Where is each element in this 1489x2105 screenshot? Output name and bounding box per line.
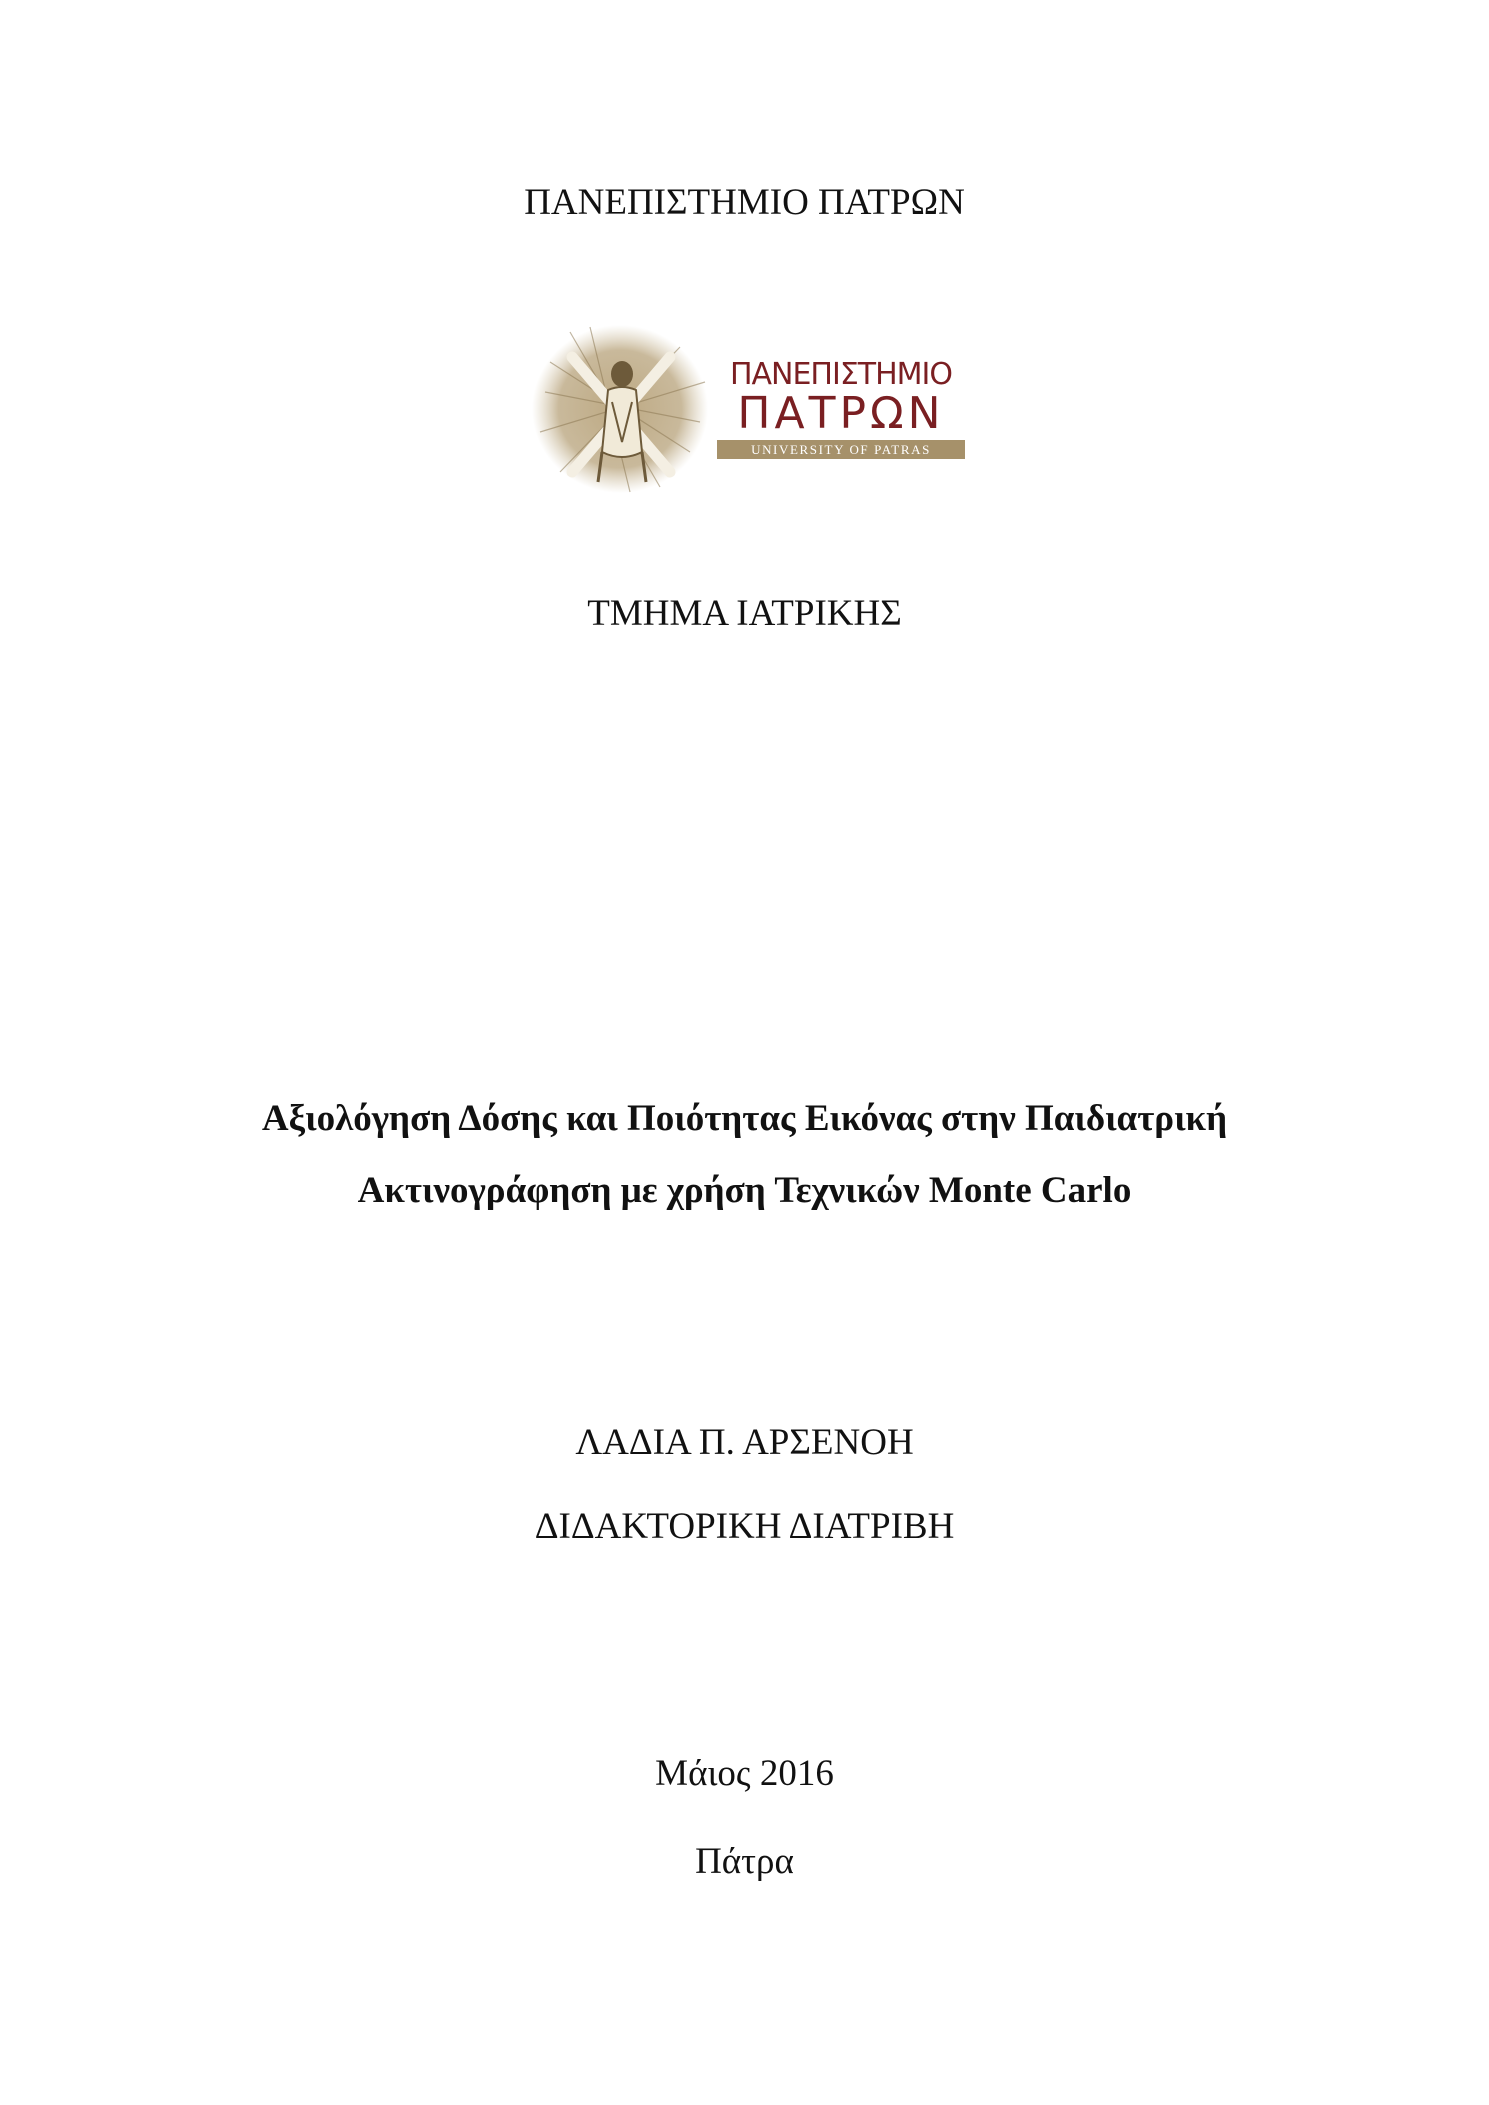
university-heading: ΠΑΝΕΠΙΣΤΗΜΙΟ ΠΑΤΡΩΝ — [524, 182, 965, 223]
department-heading: ΤΜΗΜΑ ΙΑΤΡΙΚΗΣ — [587, 593, 902, 634]
author-name: ΛΑΔΙΑ Π. ΑΡΣΕΝΟΗ — [575, 1422, 914, 1463]
thesis-title-line-1: Αξιολόγηση Δόσης και Ποιότητας Εικόνας στην Παιδιατρική — [261, 1098, 1228, 1139]
university-logo — [530, 322, 970, 497]
saint-andrew-emblem-icon — [530, 322, 712, 497]
document-type: ΔΙΔΑΚΤΟΡΙΚΗ ΔΙΑΤΡΙΒΗ — [534, 1506, 955, 1547]
logo-line-2: ΠΑΤΡΩΝ — [737, 388, 945, 439]
thesis-title-line-2: Ακτινογράφηση με χρήση Τεχνικών Monte Carlo — [357, 1170, 1132, 1211]
logo-line-1: ΠΑΝΕΠΙΣΤΗΜΙΟ — [729, 357, 953, 392]
publication-date: Μάιος 2016 — [655, 1753, 834, 1794]
publication-place: Πάτρα — [695, 1841, 794, 1882]
logo-band: UNIVERSITY OF PATRAS — [717, 440, 965, 459]
